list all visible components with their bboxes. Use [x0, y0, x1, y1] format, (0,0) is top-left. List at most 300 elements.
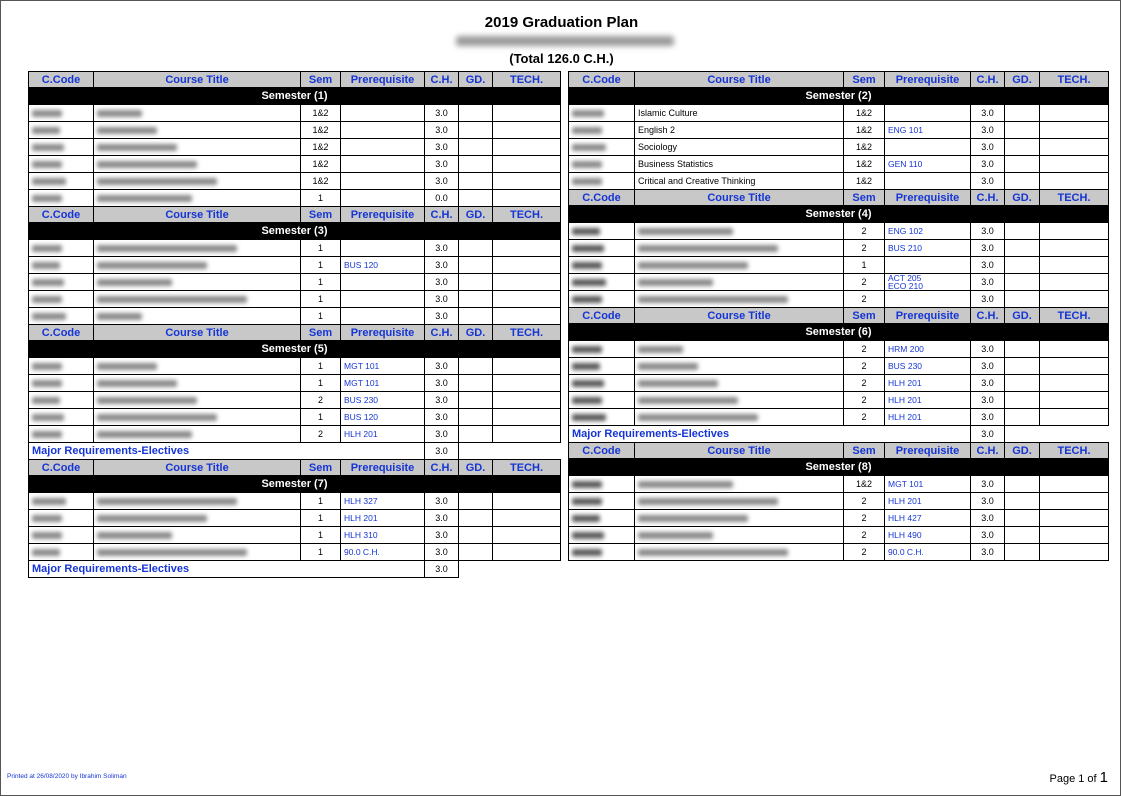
- course-sem: 1&2: [844, 156, 885, 173]
- course-row: [29, 308, 561, 325]
- course-code: [569, 223, 635, 240]
- column-header: Course Title: [94, 207, 301, 223]
- course-sem: 1: [301, 190, 341, 207]
- course-row: [29, 274, 561, 291]
- course-prerequisite: [341, 375, 425, 392]
- redacted-text: [638, 228, 733, 235]
- course-sem: 2: [844, 527, 885, 544]
- course-code: [569, 156, 635, 173]
- column-header: TECH.: [1040, 190, 1109, 206]
- course-grade: [1005, 493, 1040, 510]
- course-title: [94, 240, 301, 257]
- course-row: [29, 156, 561, 173]
- redacted-text: [32, 363, 62, 370]
- redacted-text: [97, 262, 207, 269]
- redacted-text: [97, 110, 142, 117]
- course-title: [635, 240, 844, 257]
- course-title: [635, 223, 844, 240]
- course-row: [569, 173, 1109, 190]
- redacted-text: [572, 532, 604, 539]
- course-prerequisite: [341, 510, 425, 527]
- course-sem: 1&2: [301, 105, 341, 122]
- course-sem: 1: [301, 274, 341, 291]
- page-total: 1: [1099, 769, 1108, 786]
- course-row: [569, 510, 1109, 527]
- column-header: GD.: [1005, 308, 1040, 324]
- course-tech: [493, 156, 561, 173]
- course-sem: 2: [844, 375, 885, 392]
- course-title: [94, 105, 301, 122]
- course-row: [569, 274, 1109, 291]
- column-header: Course Title: [635, 443, 844, 459]
- course-code: [569, 493, 635, 510]
- course-sem: 1: [301, 544, 341, 561]
- course-grade: [1005, 341, 1040, 358]
- redacted-text: [32, 498, 66, 505]
- left-plan-table: [28, 71, 561, 578]
- course-credit-hours: 3.0: [425, 274, 459, 291]
- major-electives-blank: [459, 443, 561, 460]
- redacted-text: [32, 195, 62, 202]
- redacted-text: [572, 346, 602, 353]
- course-sem: 2: [844, 223, 885, 240]
- semester-row: [569, 206, 1109, 223]
- course-credit-hours: 3.0: [425, 240, 459, 257]
- course-tech: [493, 257, 561, 274]
- course-row: [569, 240, 1109, 257]
- course-tech: [1040, 409, 1109, 426]
- course-prerequisite: [885, 240, 971, 257]
- redacted-text: [32, 110, 62, 117]
- column-header: Prerequisite: [885, 72, 971, 88]
- course-sem: 1: [301, 409, 341, 426]
- course-sem: 2: [844, 493, 885, 510]
- course-prerequisite: [341, 392, 425, 409]
- course-row: [29, 426, 561, 443]
- course-sem: 1&2: [301, 173, 341, 190]
- course-tech: [1040, 341, 1109, 358]
- course-grade: [459, 510, 493, 527]
- course-grade: [1005, 544, 1040, 561]
- course-prerequisite: [885, 156, 971, 173]
- course-tech: [1040, 510, 1109, 527]
- column-header: Course Title: [94, 460, 301, 476]
- course-grade: [1005, 291, 1040, 308]
- column-header: C.Code: [29, 325, 94, 341]
- course-prerequisite: [341, 105, 425, 122]
- course-tech: [493, 409, 561, 426]
- course-tech: [1040, 240, 1109, 257]
- course-prerequisite: [885, 173, 971, 190]
- course-tech: [493, 510, 561, 527]
- course-sem: 2: [844, 392, 885, 409]
- column-header: GD.: [1005, 190, 1040, 206]
- course-credit-hours: 3.0: [971, 544, 1005, 561]
- course-title: [94, 493, 301, 510]
- course-grade: [1005, 392, 1040, 409]
- course-credit-hours: 3.0: [425, 122, 459, 139]
- redacted-text: [32, 431, 62, 438]
- semester-label: Semester (7): [29, 476, 561, 493]
- course-code: [29, 240, 94, 257]
- course-title: [94, 173, 301, 190]
- course-prerequisite: [885, 392, 971, 409]
- course-title: [635, 392, 844, 409]
- redacted-text: [572, 481, 602, 488]
- prerequisite-code: HLH 310: [344, 530, 378, 540]
- course-code: [569, 409, 635, 426]
- column-header: C.H.: [971, 190, 1005, 206]
- redacted-text: [32, 380, 62, 387]
- column-header: C.Code: [569, 308, 635, 324]
- column-header: C.H.: [425, 325, 459, 341]
- redacted-text: [32, 549, 60, 556]
- course-credit-hours: 3.0: [971, 341, 1005, 358]
- course-title: Islamic Culture: [635, 105, 844, 122]
- course-title: [94, 510, 301, 527]
- course-tech: [493, 527, 561, 544]
- course-tech: [1040, 274, 1109, 291]
- course-row: [569, 341, 1109, 358]
- redacted-text: [32, 313, 66, 320]
- course-grade: [1005, 510, 1040, 527]
- course-grade: [459, 544, 493, 561]
- semester-row: [569, 459, 1109, 476]
- prerequisite-code: HLH 327: [344, 496, 378, 506]
- course-prerequisite: [341, 156, 425, 173]
- column-header: TECH.: [493, 72, 561, 88]
- redacted-text: [97, 313, 142, 320]
- course-prerequisite: [341, 544, 425, 561]
- course-sem: 1&2: [844, 122, 885, 139]
- course-title: [635, 476, 844, 493]
- prerequisite-code: BUS 230: [344, 395, 379, 405]
- course-row: [29, 291, 561, 308]
- course-title: [94, 274, 301, 291]
- redacted-text: [32, 515, 62, 522]
- course-code: [569, 358, 635, 375]
- course-prerequisite: [341, 358, 425, 375]
- redacted-text: [97, 363, 157, 370]
- course-prerequisite: [885, 341, 971, 358]
- course-sem: 1&2: [844, 476, 885, 493]
- semester-label: Semester (4): [569, 206, 1109, 223]
- course-credit-hours: 3.0: [971, 122, 1005, 139]
- course-code: [29, 493, 94, 510]
- course-row: [569, 476, 1109, 493]
- course-code: [569, 105, 635, 122]
- course-prerequisite: [341, 426, 425, 443]
- column-header: TECH.: [493, 460, 561, 476]
- column-header: GD.: [459, 207, 493, 223]
- course-credit-hours: 3.0: [425, 257, 459, 274]
- course-tech: [493, 240, 561, 257]
- course-grade: [459, 190, 493, 207]
- column-header: C.H.: [971, 443, 1005, 459]
- redacted-text: [638, 515, 748, 522]
- course-row: [569, 257, 1109, 274]
- column-header: TECH.: [493, 325, 561, 341]
- redacted-text: [32, 397, 60, 404]
- redacted-text: [97, 178, 217, 185]
- course-code: [29, 105, 94, 122]
- prerequisite-code: HLH 201: [888, 412, 922, 422]
- course-row: [29, 358, 561, 375]
- course-credit-hours: 3.0: [425, 291, 459, 308]
- prerequisite-code: MGT 101: [888, 479, 924, 489]
- course-code: [29, 173, 94, 190]
- prerequisite-code: ENG 102: [888, 226, 923, 236]
- course-title: [94, 190, 301, 207]
- course-prerequisite: [341, 527, 425, 544]
- course-row: [29, 493, 561, 510]
- course-row: [569, 409, 1109, 426]
- redacted-text: [32, 532, 62, 539]
- course-code: [569, 122, 635, 139]
- course-code: [29, 510, 94, 527]
- column-header-row: [29, 325, 561, 341]
- semester-row: [29, 88, 561, 105]
- course-sem: 1: [301, 257, 341, 274]
- course-sem: 2: [844, 544, 885, 561]
- course-grade: [459, 139, 493, 156]
- prerequisite-code: HLH 201: [344, 513, 378, 523]
- course-code: [569, 392, 635, 409]
- column-header: C.H.: [425, 72, 459, 88]
- course-tech: [493, 544, 561, 561]
- major-electives-credit-hours: 3.0: [425, 443, 459, 460]
- semester-label: Semester (3): [29, 223, 561, 240]
- course-prerequisite: [885, 139, 971, 156]
- prerequisite-code: BUS 120: [344, 260, 379, 270]
- redacted-text: [638, 549, 788, 556]
- column-header: GD.: [459, 325, 493, 341]
- course-row: [29, 544, 561, 561]
- course-code: [569, 476, 635, 493]
- course-code: [29, 122, 94, 139]
- course-sem: 1&2: [844, 105, 885, 122]
- course-code: [29, 308, 94, 325]
- course-sem: 2: [844, 510, 885, 527]
- course-code: [569, 139, 635, 156]
- course-title: [94, 291, 301, 308]
- course-title: [94, 527, 301, 544]
- redacted-text: [97, 549, 247, 556]
- course-grade: [1005, 105, 1040, 122]
- course-row: [29, 173, 561, 190]
- column-header: Sem: [301, 72, 341, 88]
- course-sem: 2: [301, 426, 341, 443]
- course-prerequisite: [885, 527, 971, 544]
- redacted-text: [572, 228, 600, 235]
- course-credit-hours: 3.0: [971, 476, 1005, 493]
- course-code: [29, 190, 94, 207]
- course-title: Critical and Creative Thinking: [635, 173, 844, 190]
- column-header: GD.: [459, 72, 493, 88]
- column-header: GD.: [1005, 443, 1040, 459]
- course-credit-hours: 3.0: [425, 375, 459, 392]
- course-row: [29, 409, 561, 426]
- column-header: GD.: [1005, 72, 1040, 88]
- course-credit-hours: 3.0: [425, 105, 459, 122]
- redacted-text: [97, 161, 197, 168]
- program-name-redacted: [456, 36, 674, 46]
- redacted-text: [638, 380, 718, 387]
- redacted-text: [572, 110, 604, 117]
- redacted-text: [97, 380, 177, 387]
- course-tech: [493, 291, 561, 308]
- course-prerequisite: [341, 493, 425, 510]
- column-header-row: [569, 308, 1109, 324]
- course-prerequisite: [341, 190, 425, 207]
- prerequisite-code: MGT 101: [344, 361, 380, 371]
- course-prerequisite: [341, 240, 425, 257]
- course-tech: [493, 190, 561, 207]
- redacted-text: [572, 262, 602, 269]
- semester-row: [569, 88, 1109, 105]
- redacted-text: [572, 296, 602, 303]
- redacted-text: [572, 178, 602, 185]
- prerequisite-code: BUS 120: [344, 412, 379, 422]
- course-credit-hours: 3.0: [971, 493, 1005, 510]
- prerequisite-code: HLH 201: [344, 429, 378, 439]
- total-credit-hours: (Total 126.0 C.H.): [509, 51, 614, 66]
- course-tech: [1040, 291, 1109, 308]
- page-title: 2019 Graduation Plan: [484, 14, 639, 31]
- course-grade: [1005, 274, 1040, 291]
- redacted-text: [572, 363, 600, 370]
- redacted-text: [572, 498, 602, 505]
- column-header: Sem: [844, 308, 885, 324]
- course-row: [29, 190, 561, 207]
- course-row: [569, 392, 1109, 409]
- redacted-text: [32, 144, 64, 151]
- course-row: [569, 223, 1109, 240]
- column-header: C.Code: [569, 190, 635, 206]
- column-header: Sem: [301, 325, 341, 341]
- course-grade: [459, 156, 493, 173]
- printed-info: Printed at 26/08/2020 by Ibrahim Soliman: [7, 773, 127, 780]
- course-title: [94, 156, 301, 173]
- redacted-text: [638, 414, 758, 421]
- course-code: [569, 544, 635, 561]
- course-tech: [493, 426, 561, 443]
- redacted-text: [97, 296, 247, 303]
- major-electives-label: Major Requirements-Electives: [29, 443, 425, 460]
- redacted-text: [32, 279, 64, 286]
- redacted-text: [32, 296, 62, 303]
- course-tech: [1040, 156, 1109, 173]
- course-row: [29, 527, 561, 544]
- redacted-text: [638, 346, 683, 353]
- course-grade: [459, 409, 493, 426]
- column-header: Course Title: [635, 190, 844, 206]
- course-grade: [459, 173, 493, 190]
- course-code: [29, 139, 94, 156]
- course-prerequisite: [885, 274, 971, 291]
- course-title: [94, 122, 301, 139]
- course-code: [569, 375, 635, 392]
- major-electives-label: Major Requirements-Electives: [29, 561, 425, 578]
- redacted-text: [638, 532, 713, 539]
- course-sem: 2: [301, 392, 341, 409]
- course-grade: [459, 122, 493, 139]
- course-prerequisite: [341, 308, 425, 325]
- course-sem: 1: [301, 510, 341, 527]
- page-number: [1050, 769, 1109, 786]
- major-electives-row: [569, 426, 1109, 443]
- major-electives-credit-hours: 3.0: [425, 561, 459, 578]
- redacted-text: [32, 127, 60, 134]
- course-title: [635, 409, 844, 426]
- course-code: [29, 274, 94, 291]
- column-header: Course Title: [635, 308, 844, 324]
- course-code: [29, 426, 94, 443]
- redacted-text: [638, 481, 733, 488]
- course-code: [569, 240, 635, 257]
- course-prerequisite: [885, 375, 971, 392]
- redacted-text: [572, 279, 606, 286]
- course-row: [569, 544, 1109, 561]
- redacted-text: [32, 414, 64, 421]
- column-header-row: [569, 72, 1109, 88]
- semester-row: [569, 324, 1109, 341]
- course-prerequisite: [885, 257, 971, 274]
- page-prefix: Page 1 of: [1049, 773, 1097, 785]
- column-header: C.H.: [971, 308, 1005, 324]
- redacted-text: [97, 127, 157, 134]
- course-sem: 1&2: [301, 122, 341, 139]
- course-grade: [1005, 139, 1040, 156]
- course-title: [635, 341, 844, 358]
- course-title: [635, 291, 844, 308]
- redacted-text: [638, 363, 698, 370]
- course-grade: [459, 291, 493, 308]
- column-header-row: [29, 72, 561, 88]
- course-code: [29, 156, 94, 173]
- course-credit-hours: 3.0: [971, 156, 1005, 173]
- course-credit-hours: 3.0: [425, 409, 459, 426]
- redacted-text: [97, 195, 192, 202]
- redacted-text: [572, 161, 602, 168]
- course-prerequisite: [885, 122, 971, 139]
- course-credit-hours: 3.0: [971, 409, 1005, 426]
- course-sem: 1&2: [844, 139, 885, 156]
- column-header: Prerequisite: [341, 460, 425, 476]
- prerequisite-code: MGT 101: [344, 378, 380, 388]
- course-tech: [1040, 173, 1109, 190]
- column-header: C.H.: [425, 460, 459, 476]
- course-row: [29, 392, 561, 409]
- semester-label: Semester (8): [569, 459, 1109, 476]
- course-sem: 1&2: [844, 173, 885, 190]
- course-row: [569, 122, 1109, 139]
- course-sem: 1: [301, 527, 341, 544]
- course-title: [94, 139, 301, 156]
- course-code: [569, 274, 635, 291]
- column-header: TECH.: [1040, 72, 1109, 88]
- major-electives-blank: [1005, 426, 1109, 443]
- course-row: [569, 375, 1109, 392]
- course-row: [569, 105, 1109, 122]
- course-grade: [459, 274, 493, 291]
- course-credit-hours: 3.0: [425, 392, 459, 409]
- column-header-row: [29, 460, 561, 476]
- column-header: Prerequisite: [885, 190, 971, 206]
- redacted-text: [32, 245, 62, 252]
- prerequisite-code: HRM 200: [888, 344, 924, 354]
- course-grade: [459, 240, 493, 257]
